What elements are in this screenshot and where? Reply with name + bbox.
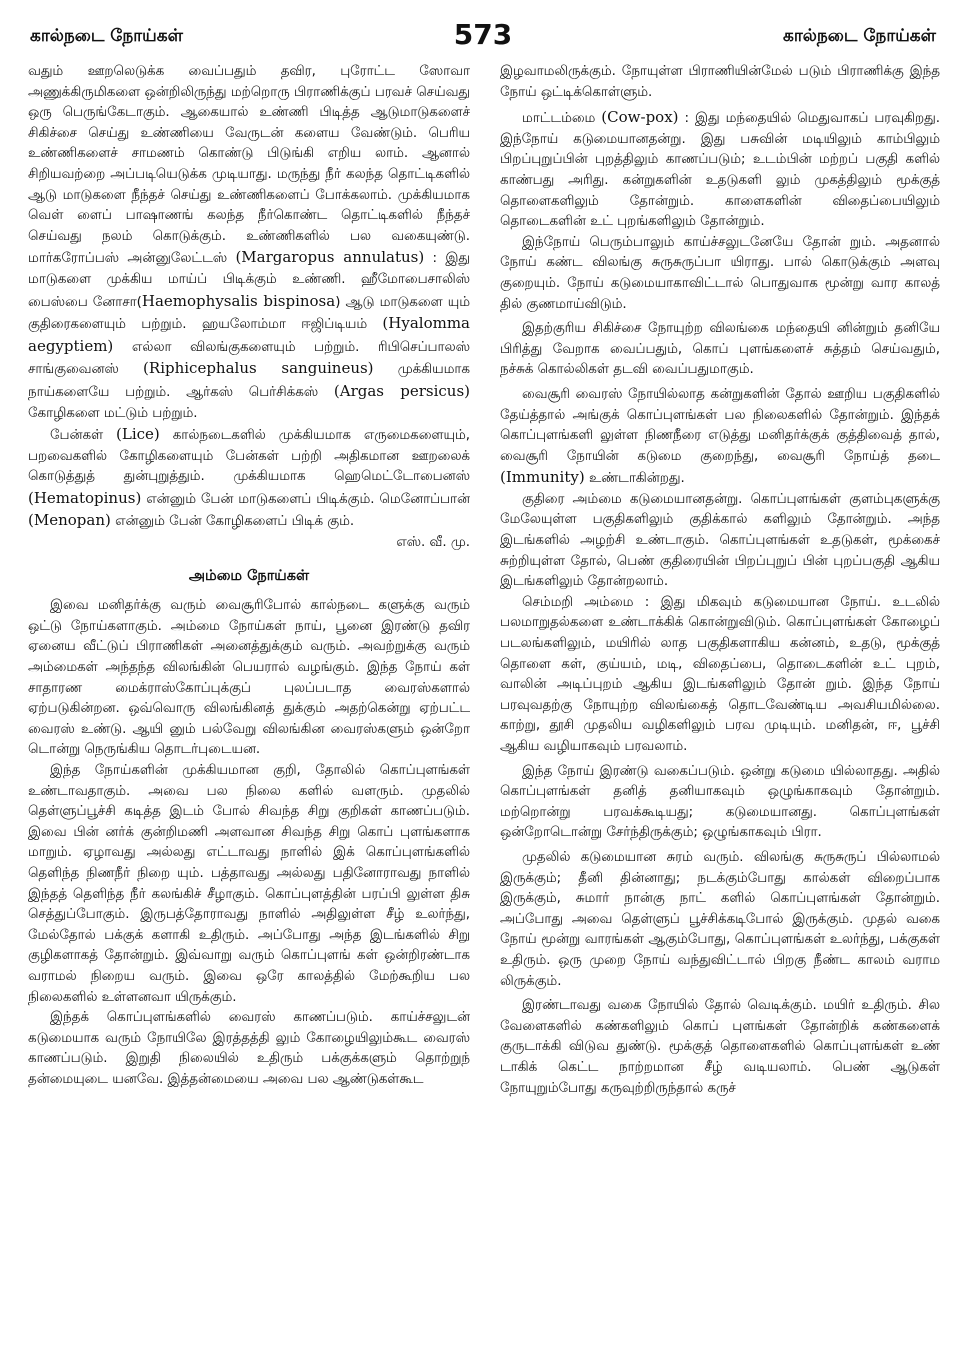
paragraph-two-types: இந்த நோய் இரண்டு வகைப்படும். ஒன்று கடுமை யில்லாதது. அதில் கொப்புளங்கள் தனித் தனியாகவும் ஒழுங்காகவும் தோன்றும். மற்றொன்று பரவக்கூடியது; கடுமையானது. கொப்புளங்கள் ஒன்றோடொன்று சேர்ந்திருக்கும்; ஒழுங்காகவும் பிரா. <box>500 763 940 841</box>
text-run: வதும் ஊறலெடுக்க வைப்பதும் தவிர, புரோட்ட ஸோவா அணுக்கிருமிகளை ஒன்றிலிருந்து மற்றொரு பிராணிக்குப் பரவச் செய்வது ஒரு பெருங்கேடாகும். ஆகையால் உண்ணி பிடித்த ஆடுமாடுகளைச் சிகிச்சை செய்து உண்ணியை வேருடன் களைய வேண்டும். பெரிய உண்ணிகளைச் சாமணம் கொண்டு பிடுங்கி எறிய லாம். ஆனால் சிறியவற்றை அப்படியெடுக்க முடியாது. மருந்து நீர் கலந்த தொட்டிகளில் ஆடு மாடுகளை நீந்தச் செய்து உண்ணிகளைப் போக்கலாம். முக்கியமாக வெள் ளைப் பாஷாணங் கலந்த நீர்கொண்ட தொட்டிகளில் நீந்தச் செய்வது நலம் கொடுக்கும். உண்ணிகளில் பல வகையுண்டு. மார்கரோப்பஸ் அன்னுலேட்டஸ் <box>28 64 470 267</box>
text-run: என்னும் பேன் கோழிகளைப் பிடிக் கும். <box>115 514 355 530</box>
latin-term: (Lice) <box>116 425 160 444</box>
paragraph-fever: இந்நோய் பெரும்பாலும் காய்ச்சலுடனேயே தோன் றும். அதனால் நோய் கண்ட விலங்கு சுருசுருப்பா யிராது. பால் கொடுக்கும் அளவு குறையும். நோய் கடுமையாகாவிட்டால் பொதுவாக மூன்று வார காலத் தில் குணமாய்விடும். <box>500 234 940 312</box>
running-head-left: கால்நடை நோய்கள் <box>30 26 183 46</box>
text-run: கால்நடைகளில் முக்கியமாக எருமைகளையும், பறவைகளில் கோழிகளையும் பேன்கள் பற்றி அதிகமான ஊறலைக் கொடுத்துத் துன்புறுத்தும். முக்கியமாக ஹெமெட்டோபைனஸ் <box>28 428 470 485</box>
paragraph-symptoms: இந்த நோய்களின் முக்கியமான குறி, தோலில் கொப்புளங்கள் உண்டாவதாகும். அவை பல நிலை களில் வளரும். முதலில் தெள்ளுப்பூச்சி கடித்த இடம் போல் சிவந்த சிறு குறிகள் காணப்படும். இவை பின் னர்க் குன்றிமணி அளவான சிவந்த சிறு கொப் புளங்களாக மாறும். ஏழாவது அல்லது எட்டாவது நாளில் இக் கொப்புளங்களில் தெளிந்த நிணநீர் நிறை யும். பத்தாவது அல்லது பதினோராவது நாளில் இந்தத் தெளிந்த நீர் கலங்கிச் சீழாகும். கொப்புளத்தின் பரப்பி லுள்ள திசு செத்துப்போகும். இருபத்தோராவது நாளில் அதிலுள்ள சீழ் உலர்ந்து, மேல்தோல் பக்குக் களாகி உதிரும். அப்போது அந்த இடங்களில் சிறு குழிகளாகத் தோன்றும். இவ்வாறு வரும் கொப்புளங் கள் ஒன்றிரண்டாக வராமல் நிறைய வரும். இவை ஒரே காலத்தில் மேற்கூறிய பல நிலைகளில் உள்ளனவா யிருக்கும். <box>28 763 470 1005</box>
author-initials: எஸ். வீ. மு. <box>396 535 470 551</box>
latin-term: (Immunity) <box>500 468 585 487</box>
text-run: உண்டாகின்றது. <box>588 471 685 487</box>
text-run: முக்கியமாக நாய்களையே பற்றும். ஆர்கஸ் பெர்சிக்கஸ் <box>28 362 470 400</box>
text-run: : இது மாடுகளை முக்கிய மாய்ப் பிடிக்கும் உண்ணி. ஹீமோபைசாலிஸ் பைஸ்பை னோசா( <box>28 251 470 310</box>
paragraph-first-type: முதலில் கடுமையான சுரம் வரும். விலங்கு சுருசுருப் பில்லாமல் இருக்கும்; தீனி தின்னாது; நடக்கும்போது கால்கள் விறைப்பாக இருக்கும், சுமார் நான்கு நாட் களில் கொப்புளங்கள் தோன்றும். அப்போது அவை தெள்ளுப் பூச்சிக்கடிபோல் இருக்கும். முதல் வகை நோய் மூன்று வாரங்கள் ஆகும்போது, கொப்புளங்கள் உலர்ந்து, பக்குகள் உதிரும். ஒரு முறை நோய் வந்துவிட்டால் பிறகு நீண்ட காலம் வராம லிருக்கும். <box>500 849 940 989</box>
page-number: 573 <box>453 18 513 51</box>
latin-term: (Cow-pox) <box>601 108 679 127</box>
paragraph-virus: இந்தக் கொப்புளங்களில் வைரஸ் காணப்படும். காய்ச்சலுடன் கடுமையாக வரும் நோயிலே இரத்தத்தி லும் கோழையிலும்கூட வைரஸ் காணப்படும். இறுதி நிலையில் உதிரும் பக்குக்களும் தொற்றுந் தன்மையுடை யனவே. இத்தன்மையை அவை பல ஆண்டுகள்கூட <box>28 1010 470 1087</box>
paragraph-lice <box>28 424 470 533</box>
paragraph-vaccination <box>500 385 940 490</box>
text-run: வைசூரி வைரஸ் நோயில்லாத கன்றுகளின் தோல் ஊறிய பகுதிகளில் தேய்த்தால் அங்குக் கொப்புளங்கள் பல நிலைகளில் தோன்றும். இந்தக் கொப்புளங்களி லுள்ள நிணநீரை எடுத்து மனிதர்க்குக் குத்திவைத் தால், வைசூரி நோயின் கடுமை குறைந்து, வைசூரி நோய்த் தடை <box>500 386 940 464</box>
text-run: மாட்டம்மை <box>522 111 596 127</box>
paragraph-treatment: இதற்குரிய சிகிச்சை நோயுற்ற விலங்கை மந்தையி னின்றும் தனியே பிரித்து வேறாக வைப்பதும், கொப் புளங்களைச் சுத்தம் செய்வதும், நச்சுக் கொல்லிகள் தடவி வைப்பதுமாகும். <box>500 321 940 378</box>
paragraph-ticks-continued <box>28 62 470 424</box>
paragraph-second-type: இரண்டாவது வகை நோயில் தோல் வெடிக்கும். மயிர் உதிரும். சில வேளைகளில் கண்களிலும் கொப் புளங்கள் தோன்றிக் கண்களைக் குருடாக்கி விடுவ துண்டு. மூக்குத் தொளைகளில் கொப்புளங்கள் உண் டாகிக் கெட்ட நாற்றமான சீழ் வடியலாம். பெண் ஆடுகள் நோயுறும்போது கருவுற்றிருந்தால் கருச் <box>500 998 940 1096</box>
latin-term: Haemophysalis bispinosa <box>141 291 336 310</box>
section-title: அம்மை நோய்கள் <box>188 567 310 584</box>
text-run: என்னும் பேன் மாடுகளைப் பிடிக்கும். மெனோப்பான் <box>146 491 470 507</box>
text-run: எல்லா விலங்குகளையும் பற்றும். ரிபிசெப்பாலஸ் சாங்குவைனஸ் <box>28 339 470 378</box>
running-head-right: கால்நடை நோய்கள் <box>783 26 936 46</box>
page-header <box>30 14 936 58</box>
paragraph-intro: இவை மனிதர்க்கு வரும் வைசூரிபோல் கால்நடை களுக்கு வரும் ஒட்டு நோய்களாகும். அம்மை நோய்கள் நாய், பூனை இரண்டு தவிர ஏனைய வீட்டுப் பிராணிகள் அனைத்துக்கும் வரும். அவற்றுக்கு வரும் அம்மைகள் அந்தந்த விலங்கின் பெயரால் வழங்கும். இந்த நோய் கள் சாதாரண மைக்ராஸ்கோப்புக்குப் புலப்படாத வைரஸ்களால் ஏற்படுகின்றன. ஒவ்வொரு விலங்கினத் துக்கும் அதற்கென்று ஏற்பட்ட வைரஸ் உண்டு. ஆயி னும் பல்வேறு விலங்கின வைரஸ்களும் ஒன்றோ டொன்று நெருங்கிய தொடர்புடையன. <box>28 598 470 758</box>
paragraph-sheeppox: செம்மறி அம்மை : இது மிகவும் கடுமையான நோய். உடலில் பலமாறுதல்களை உண்டாக்கிக் கொன்றுவிடும். கொப்புளங்கள் கோழைப் படலங்களிலும், மயிரில் லாத பகுதிகளாகிய கன்னம், உதடு, மூக்குத் தொளை கள், குய்யம், மடி, விதைப்பை, தொடைகளின் உட் புறம், வாலின் அடிப்புறம் ஆகிய இடங்களிலும் தோன் றும். இந்த நோய் பரவுவதற்கு நோயுற்ற விலங்கைத் தொடவேண்டிய அவசியமில்லை. காற்று, தூசி முதலிய வழிகளிலும் பரவ முடியும். மனிதன், ஈ, பூச்சி ஆகிய வழியாகவும் பரவலாம். <box>500 594 940 754</box>
text-run: ) ஆடு மாடுகளை யும் குதிரைகளையும் பற்றும். ஹயலோம்மா ஈஜிப்டியம் <box>28 294 470 333</box>
latin-term: (Hematopinus) <box>28 488 142 507</box>
paragraph-cowpox <box>500 107 940 233</box>
right-column <box>500 62 940 1354</box>
text-run: கோழிகளை மட்டும் பற்றும். <box>28 405 198 421</box>
paragraph-continued: இழவாமலிருக்கும். நோயுள்ள பிராணியின்மேல் படும் பிராணிக்கு இந்த நோய் ஒட்டிக்கொள்ளும். <box>500 64 940 100</box>
latin-term: (Argas persicus) <box>333 381 470 400</box>
latin-term: (Menopan) <box>28 511 111 530</box>
text-run: பேன்கள் <box>50 428 104 444</box>
latin-term: (Hyalomma aegyptiem) <box>28 314 470 355</box>
left-column <box>28 62 470 1354</box>
paragraph-horsepox: குதிரை அம்மை கடுமையானதன்று. கொப்புளங்கள் குளம்புகளுக்கு மேலேயுள்ள பகுதிகளிலும் குதிக்கால் களிலும் தோன்றும். அந்த இடங்களில் அழற்சி உண்டாகும். கொப்புளங்கள் உதடுகள், மூக்கைச் சுற்றியுள்ள தோல், பெண் குதிரையின் பிறப்புறுப் பின் புறப்பகுதி ஆகிய இடங்களிலும் தோன்றலாம். <box>500 491 940 590</box>
text-run: : இது மந்தையில் மெதுவாகப் பரவுகிறது. இந்நோய் கடுமையானதன்று. இது பசுவின் மடியிலும் காம்பிலும் பிறப்புறுப்பின் புறத்திலும் காணப்படும்; உடம்பின் மற்றப் பகுதி களில் காண்பது அரிது. கன்றுகளின் உதடுகளி லும் முகத்திலும் மூக்குத் தொளைகளிலும் தோன்றும். காளைகளின் விதைப்பையிலும் தொடைகளின் உட் புறங்களிலும் தோன்றும். <box>500 111 940 230</box>
latin-term: (Margaropus annulatus) <box>235 248 425 267</box>
latin-term: (Riphicephalus sanguineus) <box>143 359 374 378</box>
